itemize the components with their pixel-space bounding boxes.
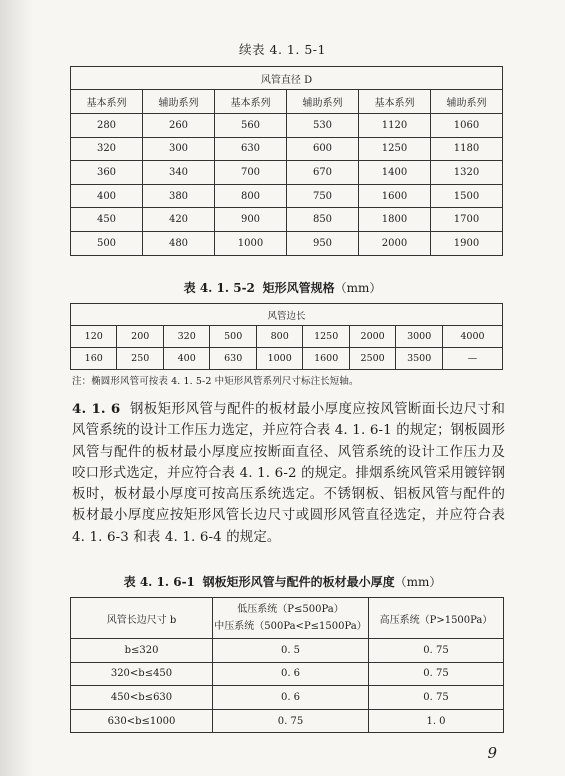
table3-caption	[0, 573, 565, 590]
table-cell: 1700	[431, 208, 503, 232]
table-cell: 1500	[431, 184, 503, 208]
table-cell: 450	[71, 208, 143, 232]
table-cell: 630	[210, 348, 256, 370]
table-cell: 1. 0	[369, 709, 504, 733]
rectangular-duct-spec-table	[70, 303, 503, 370]
table-cell: 200	[117, 326, 163, 348]
table-cell: 300	[143, 137, 215, 161]
table1-col-header: 辅助系列	[287, 90, 359, 114]
table-cell: 320	[163, 326, 209, 348]
table-row	[71, 348, 503, 370]
table3-col2-header-line2: 中压系统（500Pa<P≤1500Pa）	[214, 621, 367, 632]
table-cell: b≤320	[71, 639, 213, 663]
table-row	[71, 686, 504, 710]
table-cell: 1000	[256, 348, 302, 370]
clause-number: 4. 1. 6	[72, 401, 121, 417]
table-cell: 1320	[431, 161, 503, 185]
table-cell: 0. 75	[369, 662, 504, 686]
table2-header: 风管边长	[71, 304, 503, 326]
table-cell: 2000	[349, 326, 395, 348]
table1-col-header: 基本系列	[215, 90, 287, 114]
table-cell: 1600	[359, 184, 431, 208]
table3-col2-header	[213, 598, 369, 639]
table-cell: 3500	[396, 348, 443, 370]
table-cell: 4000	[442, 326, 502, 348]
table1-col-header: 基本系列	[359, 90, 431, 114]
table-cell: 500	[210, 326, 256, 348]
table-cell: 850	[287, 208, 359, 232]
table-cell: 260	[143, 114, 215, 138]
table-row	[71, 208, 503, 232]
table2-caption-number: 表 4. 1. 5-2	[183, 281, 255, 295]
table-row	[71, 709, 504, 733]
table-cell: 120	[71, 326, 117, 348]
table1-col-header: 辅助系列	[143, 90, 215, 114]
table-cell: 630	[215, 137, 287, 161]
table-cell: 670	[287, 161, 359, 185]
table2-note: 注：椭圆形风管可按表 4. 1. 5-2 中矩形风管系列尺寸标注长短轴。	[72, 376, 359, 387]
duct-diameter-table	[70, 66, 503, 256]
table-row	[71, 662, 504, 686]
table-cell: 600	[287, 137, 359, 161]
table-cell: 1060	[431, 114, 503, 138]
table-cell: 320	[71, 137, 143, 161]
table3-caption-unit: （mm）	[394, 575, 442, 589]
steel-thickness-table	[70, 597, 504, 733]
clause-paragraph	[72, 399, 505, 548]
table-cell: 1250	[303, 326, 349, 348]
table-cell: 530	[287, 114, 359, 138]
table-row	[71, 137, 503, 161]
table-cell: 1120	[359, 114, 431, 138]
table-cell: 0. 75	[369, 686, 504, 710]
table-cell: 420	[143, 208, 215, 232]
table-cell: 500	[71, 231, 143, 255]
book-spine-shadow	[0, 0, 34, 776]
table1-col-header: 基本系列	[71, 90, 143, 114]
table2-caption	[0, 279, 565, 296]
table-cell: 250	[117, 348, 163, 370]
table-cell: 480	[143, 231, 215, 255]
table-cell: 0. 6	[213, 662, 369, 686]
table3-caption-title: 钢板矩形风管与配件的板材最小厚度	[202, 575, 395, 589]
table-cell: 400	[163, 348, 209, 370]
table-cell: —	[442, 348, 502, 370]
table-cell: 900	[215, 208, 287, 232]
table-cell: 400	[71, 184, 143, 208]
clause-text: 钢板矩形风管与配件的板材最小厚度应按风管断面长边尺寸和风管系统的设计工作压力选定，并应符合表 4. 1. 6-1 的规定；钢板圆形风管与配件的板材最小厚度应按断面直径、风管系统的设计工作压力及咬口形式选定，并应符合表 4. 1. 6-2 的规定。排烟系统风管采用镀锌钢板时，板材最小厚度可按高压系统选定。不锈钢板、铝板风管与配件的板材最小厚度应按矩形风管长边尺寸或圆形风管直径选定，并应符合表 4. 1. 6-3 和表 4. 1. 6-4 的规定。	[72, 402, 505, 545]
table-row	[71, 639, 504, 663]
table-row	[71, 161, 503, 185]
table3-col2-header-line1: 低压系统（P≤500Pa）	[237, 604, 344, 615]
table-cell: 320<b≤450	[71, 662, 213, 686]
table-cell: 560	[215, 114, 287, 138]
table-cell: 950	[287, 231, 359, 255]
table-cell: 2500	[349, 348, 395, 370]
table-row	[71, 184, 503, 208]
table-row	[71, 114, 503, 138]
page-number: 9	[487, 744, 497, 762]
table-row	[71, 326, 503, 348]
table-cell: 160	[71, 348, 117, 370]
table1-caption: 续表 4. 1. 5-1	[239, 42, 326, 57]
table-cell: 280	[71, 114, 143, 138]
table-cell: 1400	[359, 161, 431, 185]
table3-col3-header: 高压系统（P>1500Pa）	[369, 598, 504, 639]
table-cell: 1180	[431, 137, 503, 161]
table1-group-header: 风管直径 D	[71, 67, 503, 90]
table-row	[71, 231, 503, 255]
table-cell: 3000	[396, 326, 443, 348]
table-cell: 800	[256, 326, 302, 348]
table-cell: 450<b≤630	[71, 686, 213, 710]
table-cell: 750	[287, 184, 359, 208]
table3-col1-header: 风管长边尺寸 b	[71, 598, 213, 639]
table-cell: 1600	[303, 348, 349, 370]
table2-caption-title: 矩形风管规格	[262, 281, 335, 295]
table-cell: 2000	[359, 231, 431, 255]
table-cell: 0. 75	[213, 709, 369, 733]
table1-col-header: 辅助系列	[431, 90, 503, 114]
table-cell: 700	[215, 161, 287, 185]
table-cell: 0. 75	[369, 639, 504, 663]
table-cell: 380	[143, 184, 215, 208]
table-cell: 340	[143, 161, 215, 185]
table-cell: 0. 6	[213, 686, 369, 710]
table-cell: 1250	[359, 137, 431, 161]
table-cell: 800	[215, 184, 287, 208]
table-cell: 360	[71, 161, 143, 185]
table-cell: 1000	[215, 231, 287, 255]
table3-caption-number: 表 4. 1. 6-1	[123, 575, 195, 589]
table-cell: 1800	[359, 208, 431, 232]
table-cell: 1900	[431, 231, 503, 255]
table-cell: 630<b≤1000	[71, 709, 213, 733]
table2-caption-unit: （mm）	[334, 281, 382, 295]
table-cell: 0. 5	[213, 639, 369, 663]
